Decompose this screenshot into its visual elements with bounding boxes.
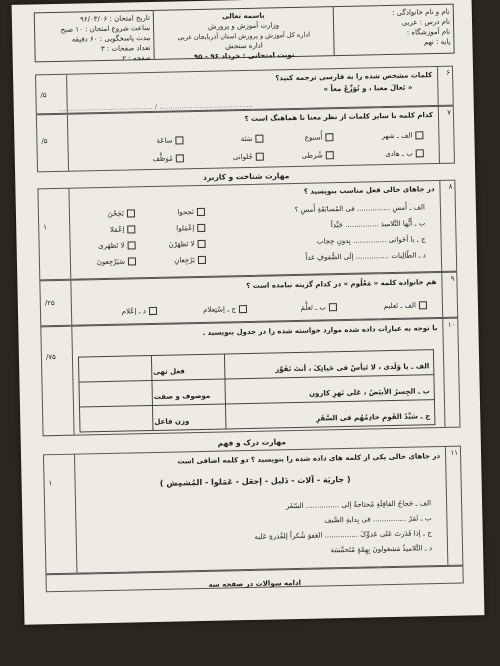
option: ب ـ هادی — [385, 149, 413, 159]
blank-line: ب ـ أَیُّها التَّلامیذ ............... جَیِّداً — [330, 219, 426, 230]
blank-line: د ـ الطّالِبات ............... إلَی الصُّفوفِ غداً — [305, 251, 426, 262]
answer-table — [78, 349, 436, 432]
requested-item: فعل نهی — [153, 366, 185, 376]
start-time: ساعت شروع امتحان : ۱۰ صبح — [60, 23, 151, 34]
option: نَجحوا — [177, 208, 195, 217]
question-number: ۷ — [447, 108, 451, 117]
question-score: ۱ — [48, 479, 53, 488]
page-count: تعداد صفحات : ۳ — [100, 43, 151, 54]
question-number: ۱۰ — [447, 320, 456, 329]
requested-item: موصوف و صفت — [153, 391, 211, 401]
option: لا تَظهَرْنَ — [168, 240, 195, 249]
question-text: هم خانواده کلمه « مَعْلُوم » در کدام گزینه نیامده است ؟ — [246, 278, 437, 291]
blank-line: د ـ التَّلامیذُ مَشغولونَ بِهِمّةٍ مُتَحمِّسَة — [330, 544, 433, 555]
section-title-knowledge: مهارت شناخت و کاربرد — [203, 171, 290, 182]
option: ج ـ اِسْتِعلام — [203, 305, 237, 314]
option: د ـ إعْلام — [121, 307, 147, 316]
exam-date: تاریخ امتحان : ۹۶/۰۳/۰۶ — [79, 13, 150, 24]
exam-paper — [12, 0, 485, 625]
given-sentence: ج ـ سَیِّدُ القَومِ خادِمُهُم فی السَّفَرِ — [315, 411, 431, 423]
question-sentence: « تَعالَ معنا ، و تُوَزِّعُ معاً » — [323, 83, 413, 94]
student-info — [333, 5, 454, 56]
question-text: کلمات مشخص شده را به فارسی ترجمه کنید؟ — [275, 71, 433, 83]
assessment-office: اداره سنجش — [225, 41, 263, 51]
institution-info — [153, 7, 334, 62]
ministry: وزارت آموزش و پرورش — [207, 21, 280, 31]
question-score: /۷۵ — [45, 353, 56, 362]
option: الف ـ تَعلیم — [383, 301, 417, 311]
option: اِعْمَلا — [109, 225, 125, 234]
question-7 — [36, 106, 455, 173]
option: الف ـ شهر — [381, 131, 413, 141]
subject-label: نام درس : عربی — [401, 17, 451, 27]
question-text: با توجه به عبارات داده شده موارد خواسته شده را در جدول بنویسید . — [202, 324, 438, 337]
student-name-label: نام و نام خانوادگی : — [391, 7, 450, 17]
option: حُلوانی — [232, 152, 253, 162]
question-text: در جاهای خالی فعل مناسب بنویسید ؟ — [303, 185, 435, 196]
blank-line: ج ـ إذا قَدَرتَ عَلی عَدوِّکَ ............... العَفوَ شُکراً لِلقُدرةِ عَلیه — [254, 529, 432, 541]
bismillah: باسمه تعالی — [222, 11, 265, 21]
section-title-comprehension: مهارت درک و فهم — [217, 437, 287, 448]
question-number: ۱۱ — [450, 448, 459, 457]
option: ساعَة — [156, 136, 173, 145]
option: سَیَرْجِعونَ — [96, 257, 126, 267]
option: اِعْمَلوا — [176, 224, 195, 233]
requested-item: وزن فاعل — [154, 416, 190, 426]
option: یَرْجِعانِ — [174, 256, 196, 265]
option: ب ـ تَعلَّمَ — [300, 303, 327, 312]
continue-note: ادامه سوالات در صفحه سه — [208, 578, 302, 589]
exam-header — [34, 4, 455, 63]
duration: مدت پاسخگویی : ۶۰ دقیقه — [71, 33, 151, 44]
blank-line: الف ـ أَمسِ ............... فی المُسابَقَةِ أَمسِ ؟ — [294, 203, 425, 214]
question-score: /۵ — [40, 91, 47, 100]
province-office: اداره کل آموزش و پرورش استان آذربایجان غربی — [177, 30, 311, 42]
question-text: کدام کلمه با سایر کلمات از نظر معنا نا هماهنگ است ؟ — [244, 111, 434, 124]
school-label: نام آموزشگاه : — [406, 27, 451, 37]
blank-line: ب ـ ثَمَرُ ............... فی بِدایةِ الصَّیف — [324, 514, 432, 525]
question-number: ۶ — [446, 68, 451, 77]
option: نَجَحْنَ — [107, 209, 125, 218]
question-10 — [40, 318, 460, 437]
question-score: /۵ — [41, 137, 48, 146]
option: شُرطی — [301, 151, 323, 160]
option: أُسبوع — [304, 133, 323, 142]
question-11 — [43, 446, 463, 575]
question-6: ۶ /۵ کلمات مشخص شده را به فارسی ترجمه کنید؟ « تَعالَ معنا ، و تُوَزِّعُ معاً » .......................................... / .......................................... — [35, 66, 454, 115]
option: لا تَظهَری — [98, 241, 125, 251]
question-text: در جاهای خالی یکی از کلمه های داده شده را بنویسید ؟ دو کلمه اضافی است — [177, 452, 441, 466]
given-sentence: الف ـ یا وَلَدی ، لا تَیأسْ فی حَیاتِکَ ، أنتَ تَفَوَّز — [275, 361, 430, 373]
question-score: ۱ — [43, 223, 48, 232]
given-sentence: ب ـ الجِسرُ الأبیَضُ ، عَلی نَهرِ کارون — [308, 386, 430, 398]
question-number: ۸ — [448, 182, 453, 191]
option: سَنَة — [240, 134, 253, 144]
word-bank: ( جاریَة - آلات - دَلیل - إجعَل - عَمَلوا - المُشمِش ) — [159, 474, 351, 488]
exam-session: نوبت امتحانی : خرداد ۹۶ - ۹۵ — [193, 50, 295, 62]
question-score: /۲۵ — [44, 299, 55, 308]
blank-line: الف ـ حَجاجُ القافِلَةِ مُحتاجةٌ إلی ............... السّفَر — [285, 499, 432, 511]
question-number: ۹ — [450, 274, 455, 283]
exam-info — [35, 11, 154, 61]
grade-label: پایه : نهم — [423, 37, 451, 47]
blank-line: ج ـ یا أخَواتی ............... بِدونِ حِجاب — [316, 235, 426, 246]
option: مُوظَّف — [152, 154, 173, 163]
question-8 — [37, 180, 457, 281]
page-number: صفحه : ۲ — [122, 53, 151, 63]
